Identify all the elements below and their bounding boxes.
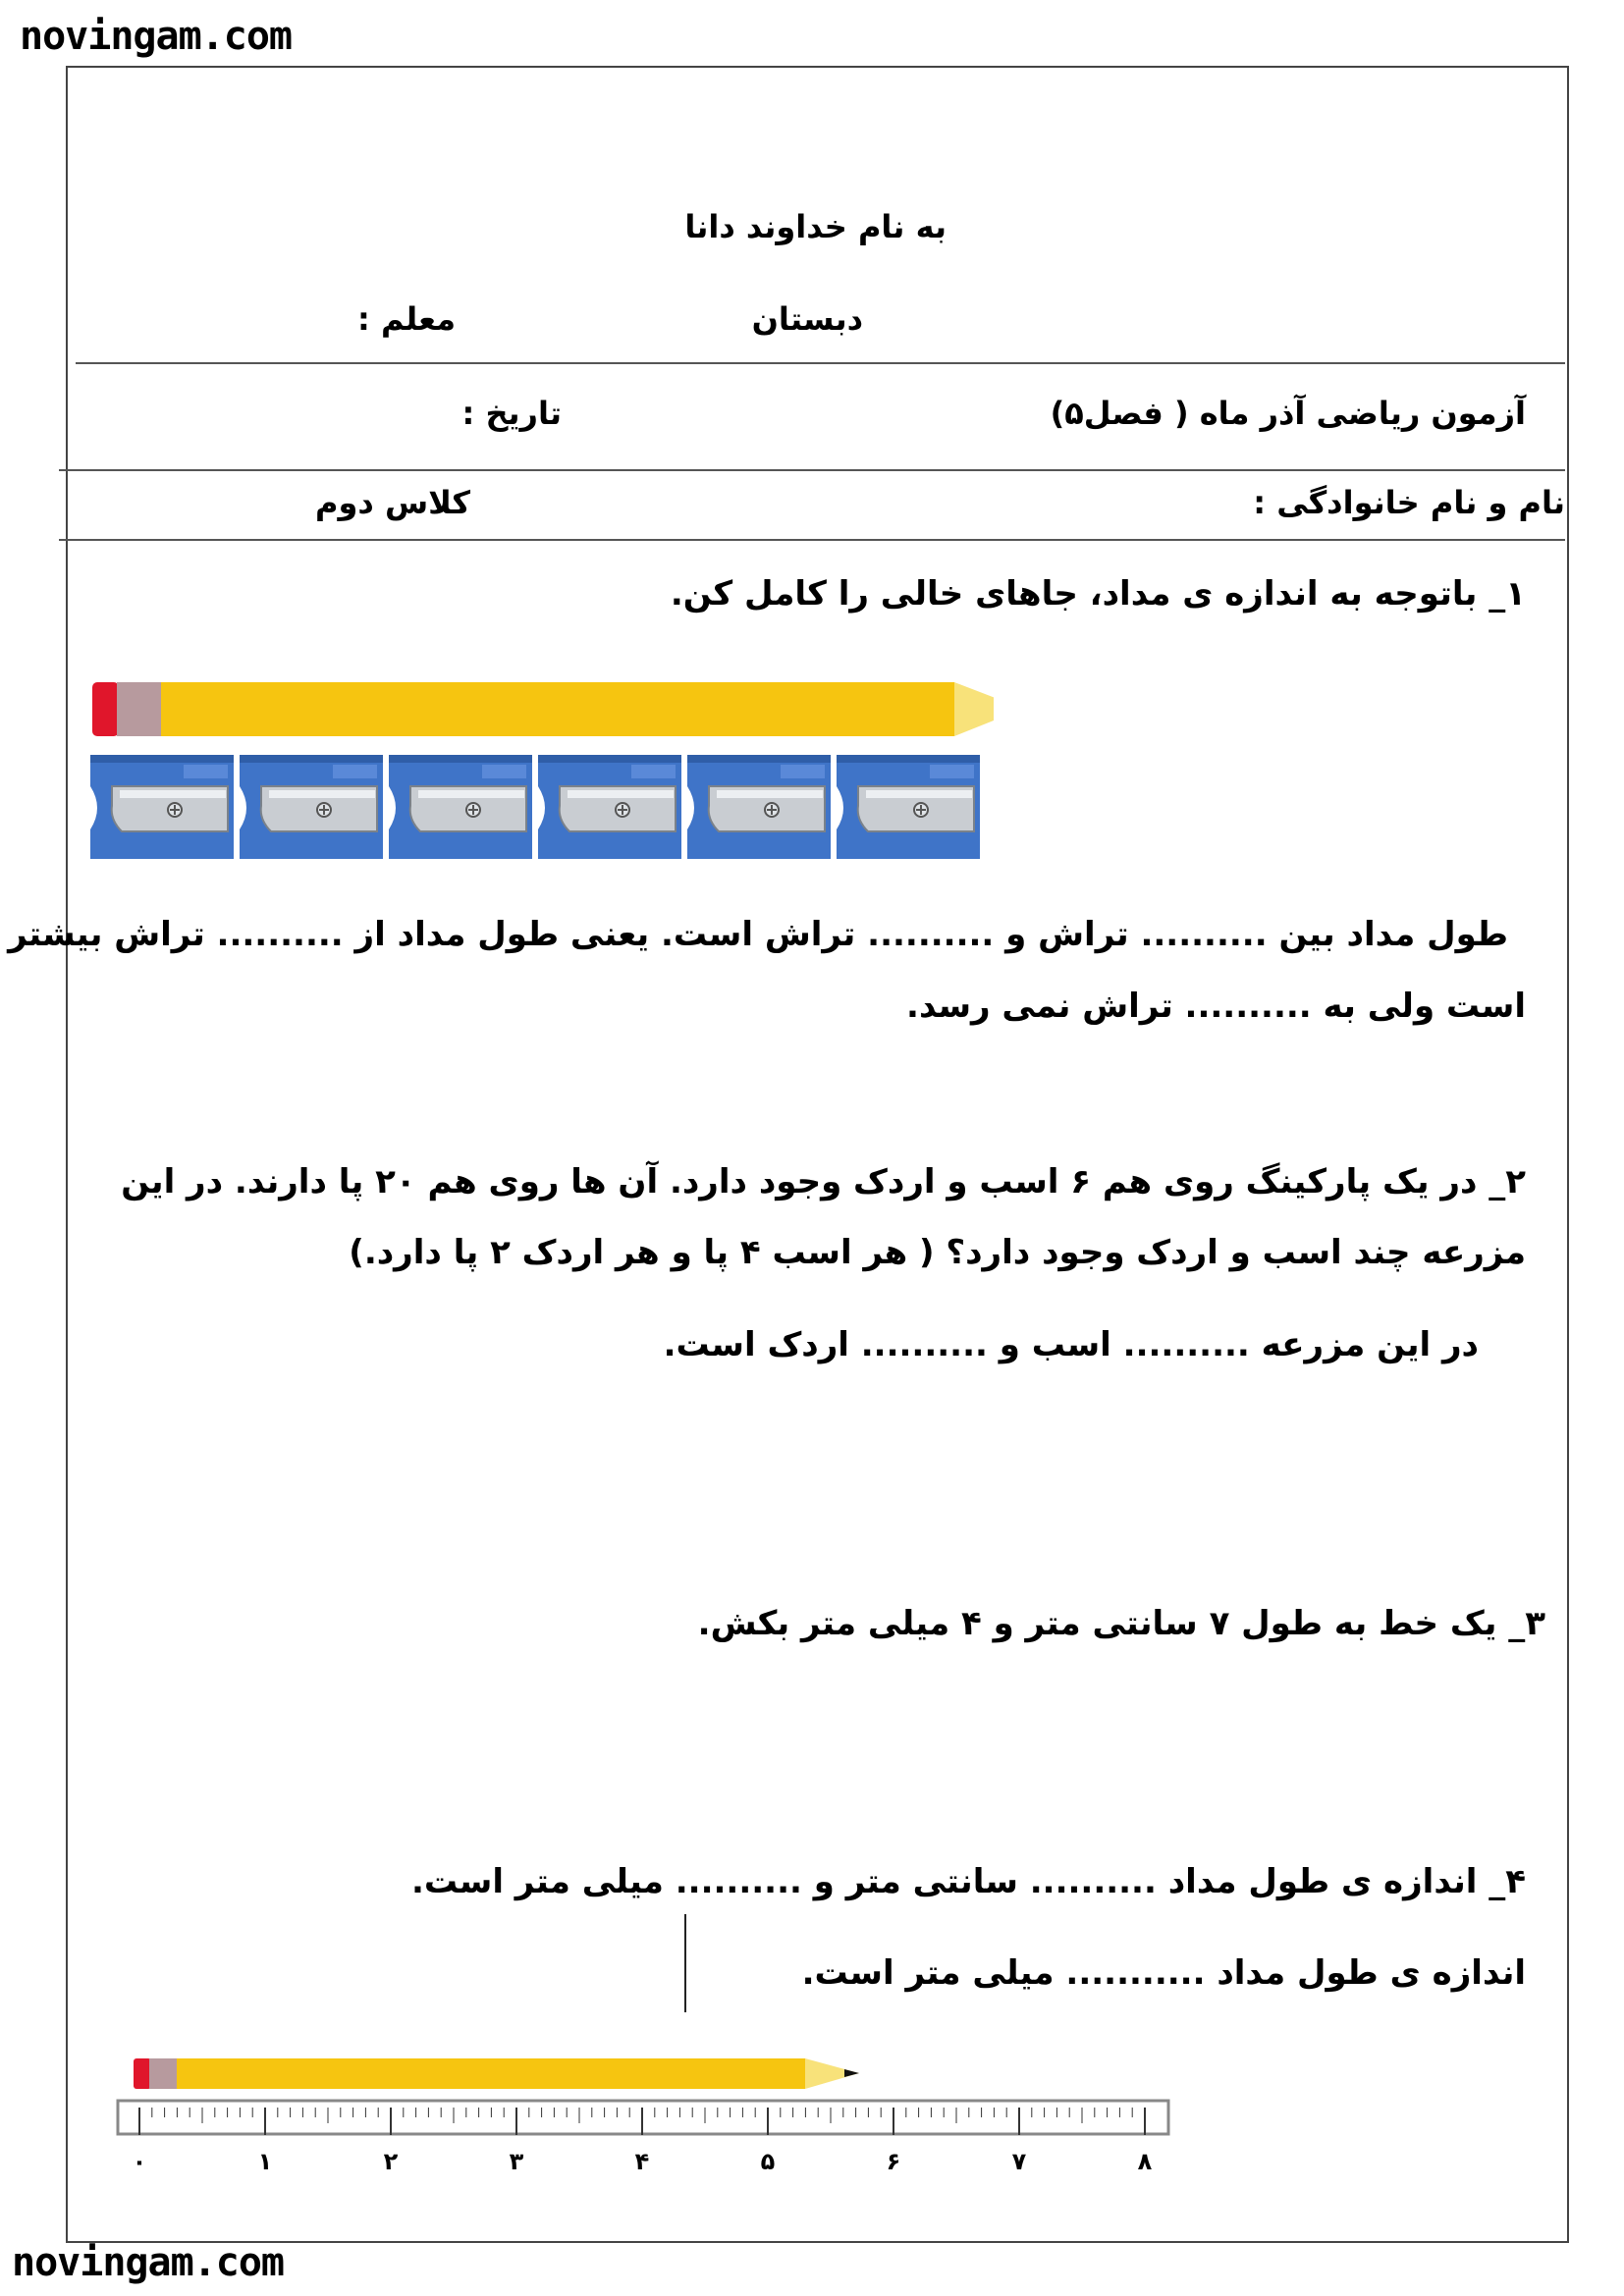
question-2-line-1: ۲_ در یک پارکینگ روی هم ۶ اسب و اردک وجود دارد. آن ها روی هم ۲۰ پا دارند. در این (121, 1162, 1526, 1201)
ruler-tick-label: ۸ (1137, 2148, 1153, 2175)
question-2-answer: در این مزرعه .......... اسب و .......... اردک است. (663, 1325, 1479, 1364)
page-title: به نام خداوند دانا (684, 208, 947, 245)
ruler-labels (108, 2148, 1188, 2187)
header-divider-2 (59, 469, 1565, 471)
ruler-tick-label: ۱ (257, 2148, 273, 2175)
question-2-line-2: مزرعه چند اسب و اردک وجود دارد؟ ( هر اسب ۴ پا و هر اردک ۲ پا دارد.) (349, 1233, 1526, 1272)
pencil-sharpener-icon (837, 755, 980, 859)
pencil-sharpener-icon (389, 755, 532, 859)
site-watermark-top: novingam.com (20, 14, 292, 59)
ruler-tick-label: ۰ (132, 2148, 147, 2175)
teacher-label: معلم : (357, 300, 456, 338)
header-divider-1 (76, 362, 1565, 364)
pencil-sharpener-icon (687, 755, 831, 859)
sharpeners-row (90, 755, 980, 859)
ruler-tick-label: ۷ (1011, 2148, 1027, 2175)
worksheet-frame (66, 66, 1569, 2243)
pencil-icon (92, 682, 994, 736)
exam-title: آزمون ریاضی آذر ماه ( فصل۵) (1050, 395, 1526, 432)
question-1-title: ۱_ باتوجه به اندازه ی مداد، جاهای خالی را کامل کن. (670, 574, 1526, 614)
date-label: تاریخ : (461, 395, 562, 432)
site-watermark-bottom: novingam.com (12, 2240, 284, 2285)
ruler-tick-label: ۵ (760, 2148, 776, 2175)
ruler-tick-label: ۴ (634, 2148, 650, 2175)
student-name-label: نام و نام خانوادگی : (1253, 484, 1565, 521)
class-label: کلاس دوم (315, 484, 470, 521)
pencil-sharpener-icon (90, 755, 234, 859)
ruler-tick-label: ۲ (383, 2148, 399, 2175)
question-4-line-1: ۴_ اندازه ی طول مداد .......... سانتی متر و .......... میلی متر است. (410, 1862, 1526, 1901)
vertical-marker-line (684, 1914, 686, 2012)
question-3-title: ۳_ یک خط به طول ۷ سانتی متر و ۴ میلی متر بکش. (697, 1604, 1545, 1643)
pencil-sharpener-icon (240, 755, 383, 859)
question-4-line-2: اندازه ی طول مداد ........... میلی متر است. (801, 1953, 1526, 1993)
small-pencil-icon (134, 2058, 859, 2089)
ruler-tick-label: ۳ (509, 2148, 524, 2175)
school-label: دبستان (751, 300, 863, 338)
header-divider-3 (59, 539, 1565, 541)
question-1-line-2: است ولی به .......... تراش نمی رسد. (906, 987, 1526, 1026)
pencil-sharpeners-figure (90, 677, 994, 862)
ruler-tick-label: ۶ (886, 2148, 901, 2175)
pencil-sharpener-icon (538, 755, 681, 859)
question-1-line-1: طول مداد بین .......... تراش و .......... تراش است. یعنی طول مداد از .......... تراش بیشتر (8, 915, 1508, 954)
